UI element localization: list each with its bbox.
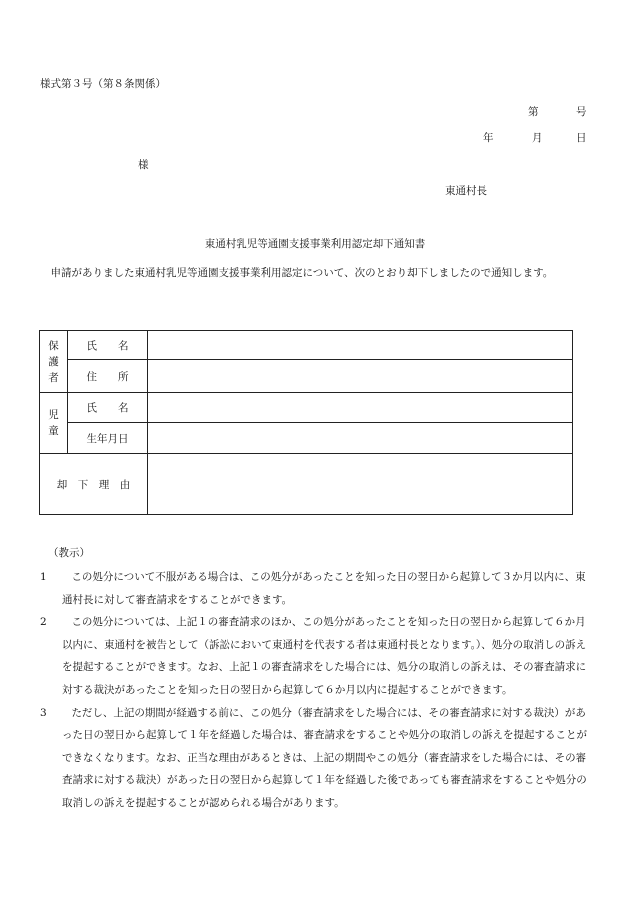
guardian-name-label: 氏 名 [68,331,148,360]
doc-number-suffix: 号 [576,106,587,118]
note-item [40,611,590,701]
child-name-label: 氏 名 [68,393,148,423]
child-birthdate-label: 生年月日 [68,423,148,454]
rejection-reason-field[interactable] [148,454,573,515]
note-item [40,566,590,611]
child-group-text: 児 童 [48,409,59,437]
info-table [39,330,573,515]
rejection-reason-label: 却 下 理 由 [40,454,148,515]
note-text: この処分について不服がある場合は、この処分があったことを知った日の翌日から起算して３か月以内に、東通村長に対して審査請求をすることができます。 [62,571,586,606]
date-year: 年 [483,132,494,144]
guardian-group-text: 保 護 者 [48,339,59,384]
addressee-suffix: 様 [138,159,149,171]
child-group-label [40,393,68,454]
notes-section [40,545,590,815]
date-day: 日 [576,132,587,144]
issuer: 東通村長 [445,185,487,197]
note-number: 3 [40,706,47,719]
child-birthdate-field[interactable] [148,423,573,454]
form-number: 様式第３号（第８条関係） [40,78,166,90]
note-number: 2 [40,616,47,629]
note-text: ただし、上記の期間が経過する前に、この処分（審査請求をした場合には、その審査請求に対する裁決）があった日の翌日から起算して１年を経過した場合は、審査請求をすることや処分の取消しの訴えを提起することができなくなります。なお、正当な理由があるときは、上記の期間やこの処分（審査請求をした場合には、その審査請求に対する裁決）があった日の翌日から起算して１年を経過した後であっても審査請求をすることや処分の取消しの訴えを提起することが認められる場合があります。 [62,706,587,809]
date-month: 月 [532,132,543,144]
guardian-address-label: 住 所 [68,360,148,393]
document-title: 東通村乳児等通園支援事業利用認定却下通知書 [204,238,426,250]
note-text: この処分については、上記１の審査請求のほか、この処分があったことを知った日の翌日から起算して６か月以内に、東通村を被告として（訴訟において東通村を代表する者は東通村長となります。）、処分の取消しの訴えを提起することができます。なお、上記１の審査請求をした場合には、処分の取消しの訴えは、その審査請求に対する裁決があったことを知った日の翌日から起算して６か月以内に提起することができます。 [62,616,587,696]
note-item [40,702,590,815]
child-name-field[interactable] [148,393,573,423]
notes-heading: （教示） [48,547,90,559]
guardian-address-field[interactable] [148,360,573,393]
doc-number-prefix: 第 [528,106,539,118]
guardian-name-field[interactable] [148,331,573,360]
guardian-group-label [40,331,68,393]
intro-text: 申請がありました東通村乳児等通園支援事業利用認定について、次のとおり却下しましたので通知します。 [50,267,554,279]
note-number: 1 [40,571,47,583]
